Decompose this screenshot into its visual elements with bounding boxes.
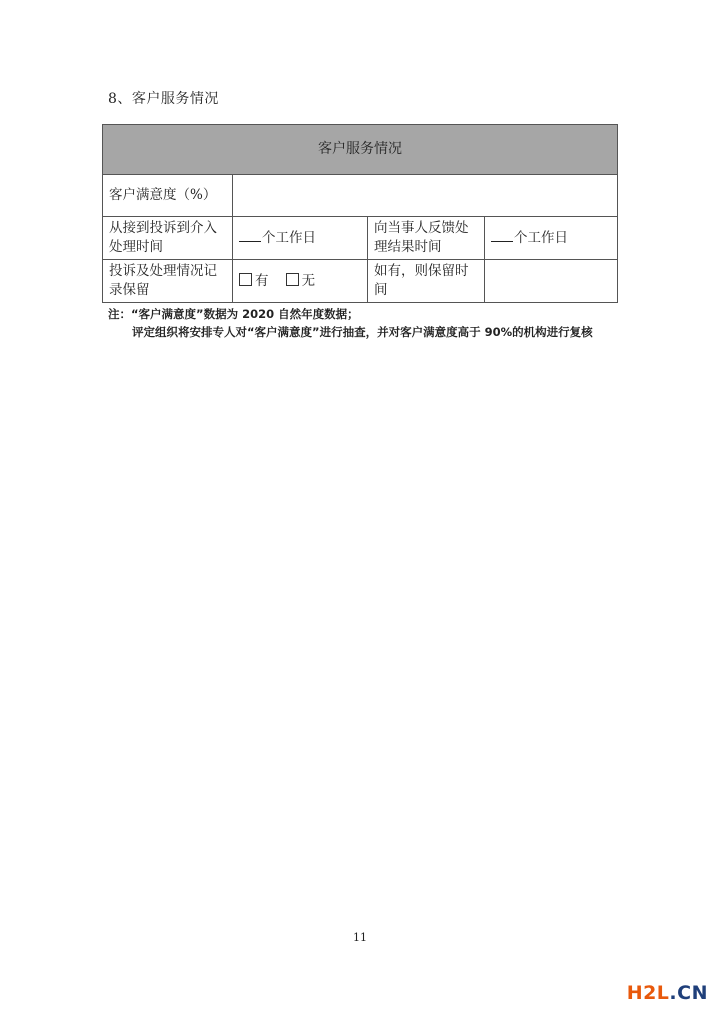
option-no-label: 无 — [301, 272, 316, 289]
response-time-suffix: 个工作日 — [262, 230, 316, 246]
watermark-part-1: H2L — [626, 982, 670, 1004]
watermark-part-2: .CN — [669, 982, 708, 1004]
note-line-1: 注：“客户满意度”数据为 2020 自然年度数据； — [108, 307, 359, 321]
checkbox-no[interactable] — [286, 273, 299, 286]
table-header: 客户服务情况 — [103, 125, 618, 175]
response-time-label: 从接到投诉到介入处理时间 — [103, 217, 233, 260]
option-yes-label: 有 — [255, 272, 269, 289]
checkbox-yes[interactable] — [239, 273, 252, 286]
section-title: 8、客户服务情况 — [108, 91, 219, 107]
note-line-2: 评定组织将安排专人对“客户满意度”进行抽查，并对客户满意度高于 90%的机构进行复核 — [132, 325, 593, 339]
retention-time-label: 如有，则保留时间 — [368, 260, 485, 303]
table-header-row — [103, 125, 618, 175]
satisfaction-label: 客户满意度（%） — [103, 175, 233, 217]
customer-service-table — [102, 124, 618, 303]
table-row — [103, 217, 618, 260]
feedback-time-label: 向当事人反馈处理结果时间 — [368, 217, 485, 260]
feedback-time-cell[interactable] — [485, 217, 618, 260]
page-number: 11 — [353, 931, 367, 944]
watermark-logo — [627, 982, 708, 1004]
response-time-blank[interactable] — [239, 228, 261, 242]
feedback-time-blank[interactable] — [491, 228, 513, 242]
feedback-time-suffix: 个工作日 — [514, 230, 568, 246]
response-time-cell[interactable] — [233, 217, 368, 260]
record-retention-label: 投诉及处理情况记录保留 — [103, 260, 233, 303]
record-retention-options — [233, 260, 368, 303]
satisfaction-value[interactable] — [233, 175, 618, 217]
retention-time-value[interactable] — [485, 260, 618, 303]
table-row — [103, 175, 618, 217]
table-row — [103, 260, 618, 303]
